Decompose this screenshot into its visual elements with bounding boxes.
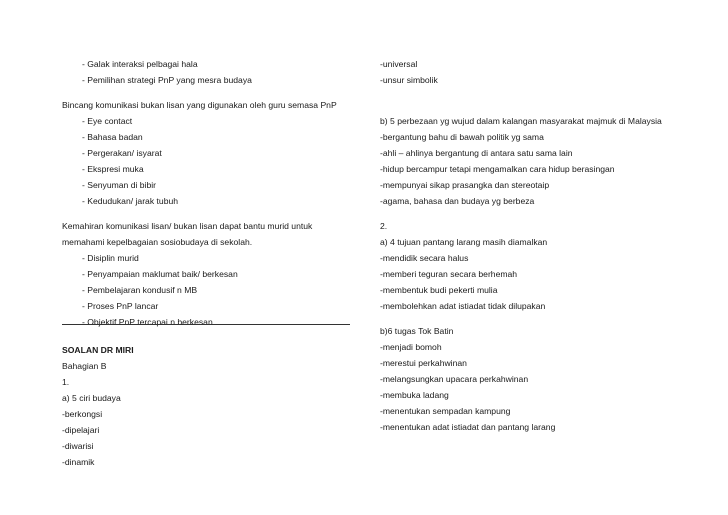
list-item: - Penyampaian maklumat baik/ berkesan	[82, 269, 238, 279]
list-item: -membentuk budi pekerti mulia	[380, 285, 498, 295]
list-item: -unsur simbolik	[380, 75, 438, 85]
list-item: - Pemilihan strategi PnP yang mesra budaya	[82, 75, 252, 85]
list-item: -memberi teguran secara berhemah	[380, 269, 518, 279]
list-item: -universal	[380, 59, 418, 69]
list-item: - Pembelajaran kondusif n MB	[82, 285, 198, 295]
list-item: -menentukan sempadan kampung	[380, 406, 511, 416]
list-item: -melangsungkan upacara perkahwinan	[380, 374, 529, 384]
list-item: -mempunyai sikap prasangka dan stereotaip	[380, 180, 550, 190]
list-item: -merestui perkahwinan	[380, 358, 467, 368]
horizontal-rule	[62, 324, 350, 325]
section-heading: a) 5 ciri budaya	[62, 393, 121, 403]
list-item: -menentukan adat istiadat dan pantang larang	[380, 422, 556, 432]
list-item: - Objektif PnP tercapai n berkesan	[82, 317, 213, 327]
list-item: - Galak interaksi pelbagai hala	[82, 59, 198, 69]
list-item: - Pergerakan/ isyarat	[82, 148, 162, 158]
paragraph-line: memahami kepelbagaian sosiobudaya di sekolah.	[62, 237, 253, 247]
list-item: -berkongsi	[62, 409, 103, 419]
list-item: -agama, bahasa dan budaya yg berbeza	[380, 196, 535, 206]
list-item: -mendidik secara halus	[380, 253, 469, 263]
paragraph-line: Kemahiran komunikasi lisan/ bukan lisan dapat bantu murid untuk	[62, 221, 313, 231]
question-number: 1.	[62, 377, 70, 387]
list-item: - Ekspresi muka	[82, 164, 144, 174]
list-item: -dipelajari	[62, 425, 100, 435]
list-item: -membolehkan adat istiadat tidak dilupakan	[380, 301, 546, 311]
section-heading: a) 4 tujuan pantang larang masih diamalkan	[380, 237, 548, 247]
list-item: - Proses PnP lancar	[82, 301, 159, 311]
section-heading: b) 5 perbezaan yg wujud dalam kalangan masyarakat majmuk di Malaysia	[380, 116, 662, 126]
list-item: - Kedudukan/ jarak tubuh	[82, 196, 179, 206]
section-heading: b)6 tugas Tok Batin	[380, 326, 454, 336]
list-item: - Senyuman di bibir	[82, 180, 157, 190]
list-item: - Disiplin murid	[82, 253, 139, 263]
list-item: - Eye contact	[82, 116, 133, 126]
list-item: -dinamik	[62, 457, 95, 467]
list-item: -diwarisi	[62, 441, 94, 451]
section-heading: Bincang komunikasi bukan lisan yang digunakan oleh guru semasa PnP	[62, 100, 337, 110]
question-number: 2.	[380, 221, 388, 231]
list-item: -bergantung bahu di bawah politik yg sama	[380, 132, 544, 142]
list-item: -membuka ladang	[380, 390, 449, 400]
list-item: -ahli – ahlinya bergantung di antara satu sama lain	[380, 148, 573, 158]
list-item: - Bahasa badan	[82, 132, 143, 142]
soalan-title: SOALAN DR MIRI	[62, 345, 134, 355]
list-item: -menjadi bomoh	[380, 342, 442, 352]
list-item: -hidup bercampur tetapi mengamalkan cara hidup berasingan	[380, 164, 615, 174]
bahagian-label: Bahagian B	[62, 361, 107, 371]
